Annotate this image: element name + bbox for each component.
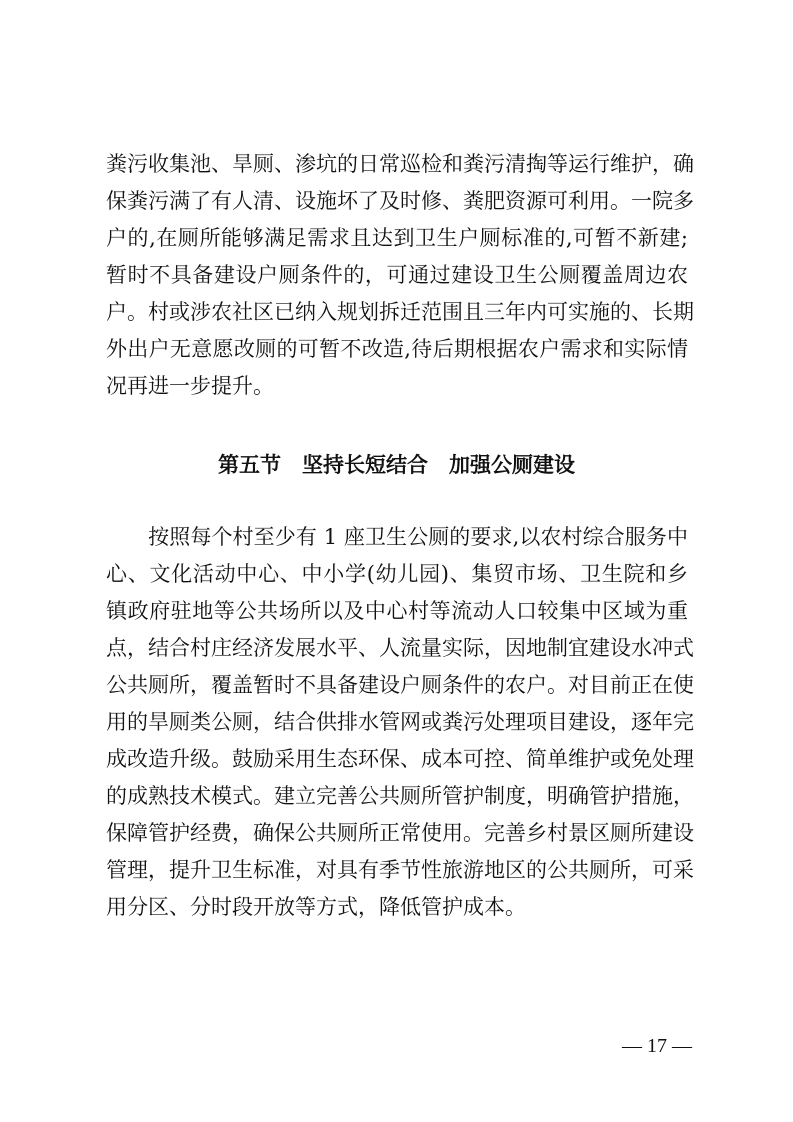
- text-line: 用分区、分时段开放等方式，降低管护成本。: [106, 895, 526, 919]
- page-number: — 17 —: [622, 1035, 692, 1057]
- text-line: 用的旱厕类公厕，结合供排水管网或粪污处理项目建设，逐年完: [106, 710, 694, 734]
- text-line: 管理，提升卫生标准，对具有季节性旅游地区的公共厕所，可采: [106, 858, 694, 882]
- text-line: 的成熟技术模式。建立完善公共厕所管护制度，明确管护措施，: [106, 784, 694, 808]
- text-line: 暂时不具备建设户厕条件的，可通过建设卫生公厕覆盖周边农: [106, 263, 688, 287]
- text-line: 户。村或涉农社区已纳入规划拆迁范围且三年内可实施的、长期: [106, 300, 694, 324]
- text-line: 按照每个村至少有 1 座卫生公厕的要求,以农村综合服务中: [106, 525, 688, 549]
- section-heading: 第五节 坚持长短结合 加强公厕建设: [218, 452, 575, 477]
- paragraph-public-toilets: [106, 519, 694, 926]
- text-line: 外出户无意愿改厕的可暂不改造,待后期根据农户需求和实际情: [106, 337, 688, 361]
- paragraph-toilet-maintenance: [106, 146, 694, 405]
- text-line: 心、文化活动中心、中小学(幼儿园)、集贸市场、卫生院和乡: [106, 562, 688, 586]
- text-line: 户的,在厕所能够满足需求且达到卫生户厕标准的,可暂不新建;: [106, 226, 688, 250]
- text-line: 保障管护经费，确保公共厕所正常使用。完善乡村景区厕所建设: [106, 821, 694, 845]
- text-line: 点，结合村庄经济发展水平、人流量实际，因地制宜建设水冲式: [106, 636, 694, 660]
- text-line: 公共厕所，覆盖暂时不具备建设户厕条件的农户。对目前正在使: [106, 673, 694, 697]
- text-line: 保粪污满了有人清、设施坏了及时修、粪肥资源可利用。一院多: [106, 189, 694, 213]
- text-line: 成改造升级。鼓励采用生态环保、成本可控、简单维护或免处理: [106, 747, 694, 771]
- text-line: 镇政府驻地等公共场所以及中心村等流动人口较集中区域为重: [106, 599, 688, 623]
- text-line: 粪污收集池、旱厕、渗坑的日常巡检和粪污清掏等运行维护，确: [106, 152, 694, 176]
- text-line: 况再进一步提升。: [106, 374, 274, 398]
